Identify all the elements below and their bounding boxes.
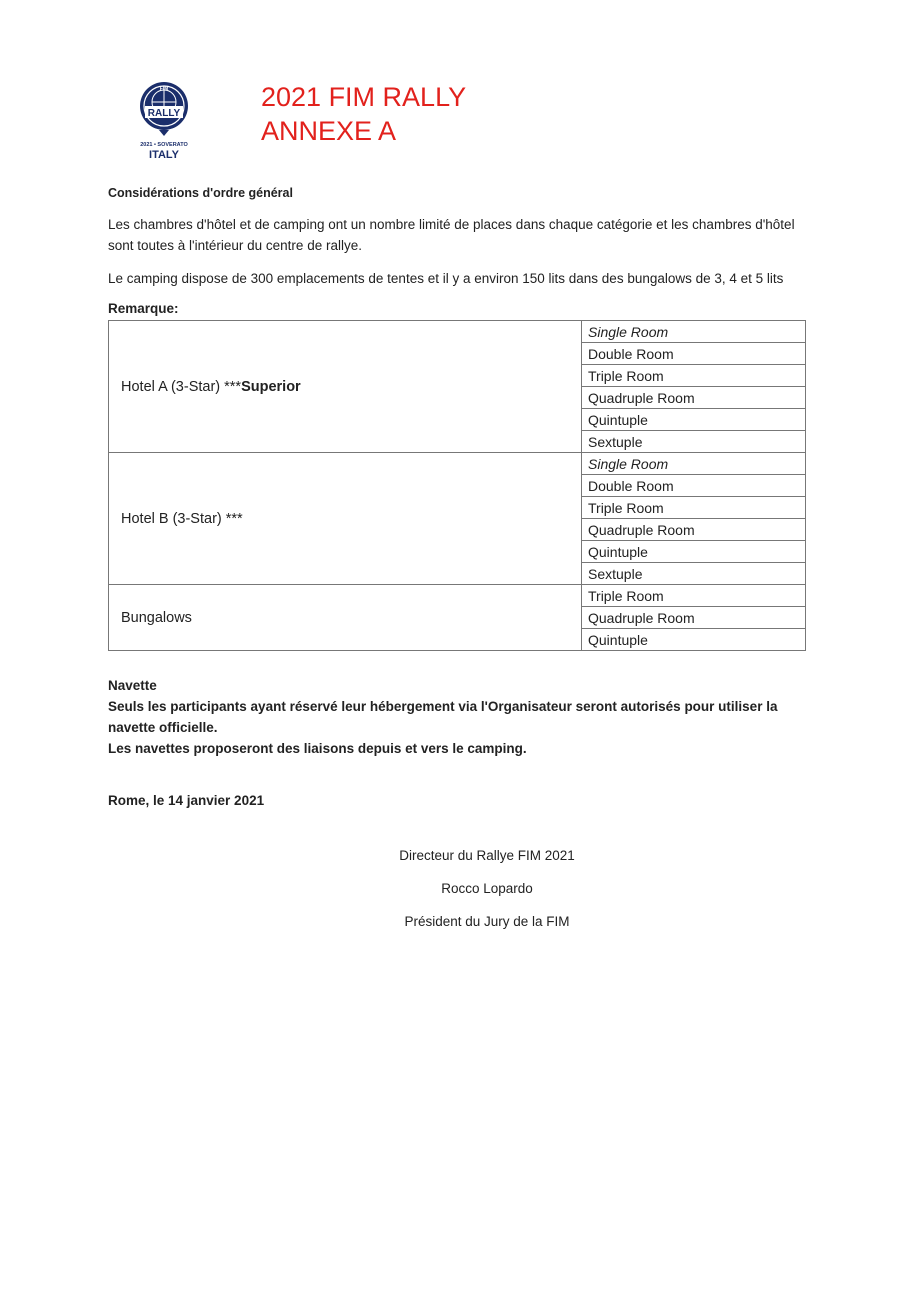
document-header bbox=[133, 80, 733, 170]
document-title bbox=[261, 80, 466, 148]
room-type-cell: Quadruple Room bbox=[582, 607, 806, 629]
room-type-cell: Quadruple Room bbox=[582, 519, 806, 541]
hotel-a-superior: Superior bbox=[241, 378, 301, 395]
room-type-cell: Sextuple bbox=[582, 431, 806, 453]
bungalows-cell: Bungalows bbox=[109, 585, 582, 651]
hotel-a-name: Hotel A (3-Star) *** bbox=[121, 378, 242, 395]
logo-main-text: RALLY bbox=[147, 108, 181, 119]
room-type-cell: Quintuple bbox=[582, 541, 806, 563]
logo-top-text: FIM bbox=[159, 86, 169, 92]
logo-sub-text: 2021 • SOVERATO bbox=[140, 142, 188, 148]
navette-line-1: Seuls les participants ayant réservé leur hébergement via l'Organisateur seront autorisés pour utiliser la navette officielle. bbox=[108, 699, 778, 735]
room-type-cell: Triple Room bbox=[582, 585, 806, 607]
room-type-cell: Double Room bbox=[582, 475, 806, 497]
logo-country-text: ITALY bbox=[149, 149, 179, 161]
room-type-cell: Sextuple bbox=[582, 563, 806, 585]
fim-rally-logo bbox=[133, 80, 195, 162]
navette-heading: Navette bbox=[108, 678, 157, 693]
room-type-cell: Quintuple bbox=[582, 409, 806, 431]
navette-line-2: Les navettes proposeront des liaisons depuis et vers le camping. bbox=[108, 741, 527, 756]
hotel-b-cell: Hotel B (3-Star) *** bbox=[109, 453, 582, 585]
table-row bbox=[109, 321, 806, 343]
document-body bbox=[108, 186, 808, 808]
hotel-a-cell bbox=[109, 321, 582, 453]
room-type-cell: Single Room bbox=[582, 453, 806, 475]
document-date: Rome, le 14 janvier 2021 bbox=[108, 793, 265, 808]
table-row bbox=[109, 585, 806, 607]
signature-name: Rocco Lopardo bbox=[441, 881, 533, 896]
table-row bbox=[109, 453, 806, 475]
navette-section bbox=[108, 675, 808, 759]
room-type-cell: Single Room bbox=[582, 321, 806, 343]
room-type-cell: Quadruple Room bbox=[582, 387, 806, 409]
room-type-cell: Triple Room bbox=[582, 497, 806, 519]
signature-role: Président du Jury de la FIM bbox=[404, 914, 570, 929]
room-type-cell: Triple Room bbox=[582, 365, 806, 387]
remarque-label: Remarque: bbox=[108, 301, 179, 316]
title-line-1: 2021 FIM RALLY bbox=[261, 82, 467, 112]
general-heading: Considérations d'ordre général bbox=[108, 186, 293, 200]
room-type-cell: Quintuple bbox=[582, 629, 806, 651]
room-type-cell: Double Room bbox=[582, 343, 806, 365]
title-line-2: ANNEXE A bbox=[261, 116, 397, 146]
signature-title: Directeur du Rallye FIM 2021 bbox=[399, 848, 575, 863]
accommodation-table bbox=[108, 320, 806, 651]
general-paragraph-2: Le camping dispose de 300 emplacements de tentes et il y a environ 150 lits dans des bungalows de 3, 4 et 5 lits bbox=[108, 271, 784, 286]
general-paragraph-1: Les chambres d'hôtel et de camping ont un nombre limité de places dans chaque catégorie et les chambres d'hôtel sont toutes à l'intérieur du centre de rallye. bbox=[108, 217, 795, 253]
